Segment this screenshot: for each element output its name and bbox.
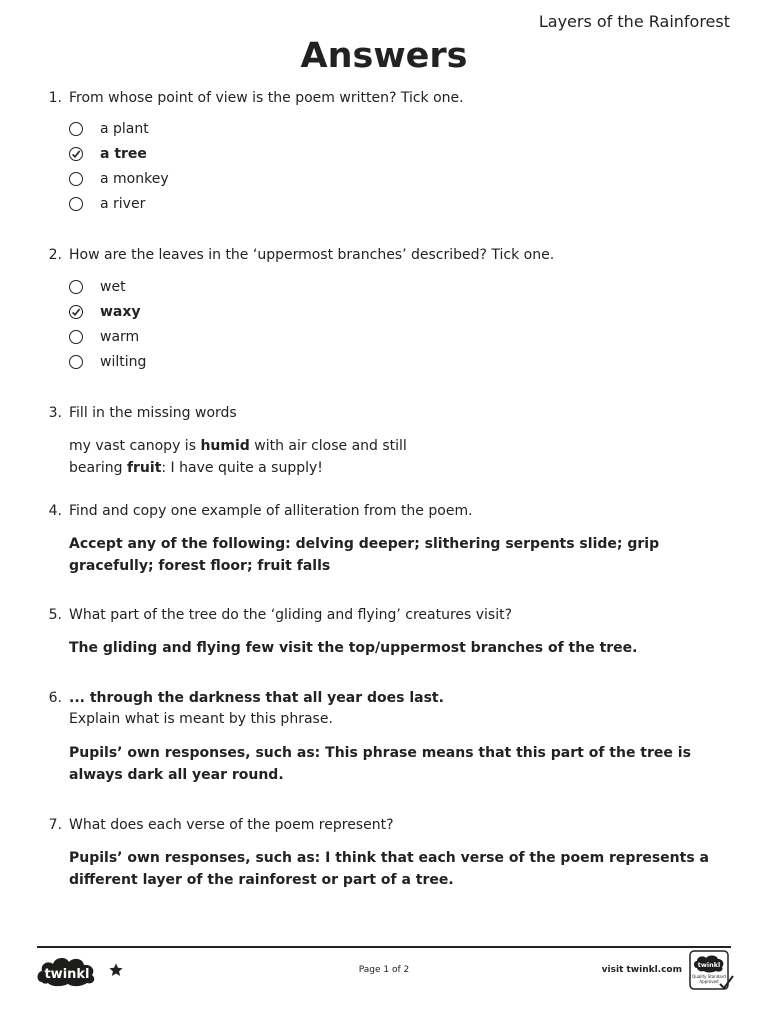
question-number: 7.: [48, 817, 62, 833]
question-text: How are the leaves in the ‘uppermost branches’ described? Tick one.: [69, 247, 555, 263]
tick-circle-icon[interactable]: [69, 147, 83, 161]
question-number: 1.: [48, 90, 62, 106]
radio-circle-icon[interactable]: [69, 355, 83, 369]
question-3: [40, 403, 730, 424]
answer-text: The gliding and flying few visit the top/uppermost branches of the tree.: [69, 640, 638, 656]
radio-circle-icon[interactable]: [69, 122, 83, 136]
question-number: 5.: [48, 607, 62, 623]
radio-circle-icon[interactable]: [69, 197, 83, 211]
question-number: 2.: [48, 247, 62, 263]
option-label: waxy: [100, 304, 141, 320]
question-text: What does each verse of the poem represent?: [69, 817, 394, 833]
question-text: Explain what is meant by this phrase.: [69, 711, 333, 727]
answer-text: Pupils’ own responses, such as: I think that each verse of the poem represents a different layer of the rainforest or part of a tree.: [69, 850, 709, 888]
question-1: [40, 88, 730, 109]
question-6: [40, 688, 730, 730]
quoted-phrase: ... through the darkness that all year does last.: [69, 690, 444, 706]
badge-line-1: Quality Standard: [692, 974, 726, 979]
option-label: a river: [100, 196, 146, 212]
question-number: 4.: [48, 503, 62, 519]
question-7: [40, 815, 730, 836]
radio-circle-icon[interactable]: [69, 172, 83, 186]
footer-divider: [37, 946, 731, 948]
question-2: [40, 245, 730, 266]
question-text: What part of the tree do the ‘gliding and flying’ creatures visit?: [69, 607, 513, 623]
badge-line-2: Approved: [699, 979, 719, 984]
svg-text:twinkl: twinkl: [697, 961, 721, 969]
poem-line-1: my vast canopy is humid with air close and still: [69, 438, 407, 454]
option-label: a monkey: [100, 171, 169, 187]
question-text: Find and copy one example of alliteration from the poem.: [69, 503, 473, 519]
question-number: 3.: [48, 405, 62, 421]
quality-standard-badge: [689, 950, 735, 996]
option-label: a plant: [100, 121, 149, 137]
option-label: wet: [100, 279, 126, 295]
answer-text: Pupils’ own responses, such as: This phrase means that this part of the tree is always dark all year round.: [69, 745, 691, 783]
header-title: Layers of the Rainforest: [538, 12, 730, 31]
question-text: Fill in the missing words: [69, 405, 237, 421]
question-text: From whose point of view is the poem written? Tick one.: [69, 90, 464, 106]
answer-text: Accept any of the following: delving deeper; slithering serpents slide; grip gracefully; forest floor; fruit falls: [69, 536, 660, 574]
poem-line-2: bearing fruit: I have quite a supply!: [69, 460, 323, 476]
page-number: Page 1 of 2: [358, 965, 410, 975]
option-label: a tree: [100, 146, 147, 162]
radio-circle-icon[interactable]: [69, 330, 83, 344]
logo-text: twinkl: [44, 967, 90, 982]
filled-poem-lines: [69, 435, 729, 479]
question-number: 6.: [48, 690, 62, 706]
option-label: warm: [100, 329, 140, 345]
tick-circle-icon[interactable]: [69, 305, 83, 319]
radio-circle-icon[interactable]: [69, 280, 83, 294]
question-5: [40, 605, 730, 626]
question-4: [40, 501, 730, 522]
option-label: wilting: [100, 354, 147, 370]
answer-word: fruit: [126, 460, 162, 476]
page-title: Answers: [300, 36, 468, 76]
visit-link[interactable]: visit twinkl.com: [601, 965, 682, 975]
answer-word: humid: [200, 438, 250, 454]
